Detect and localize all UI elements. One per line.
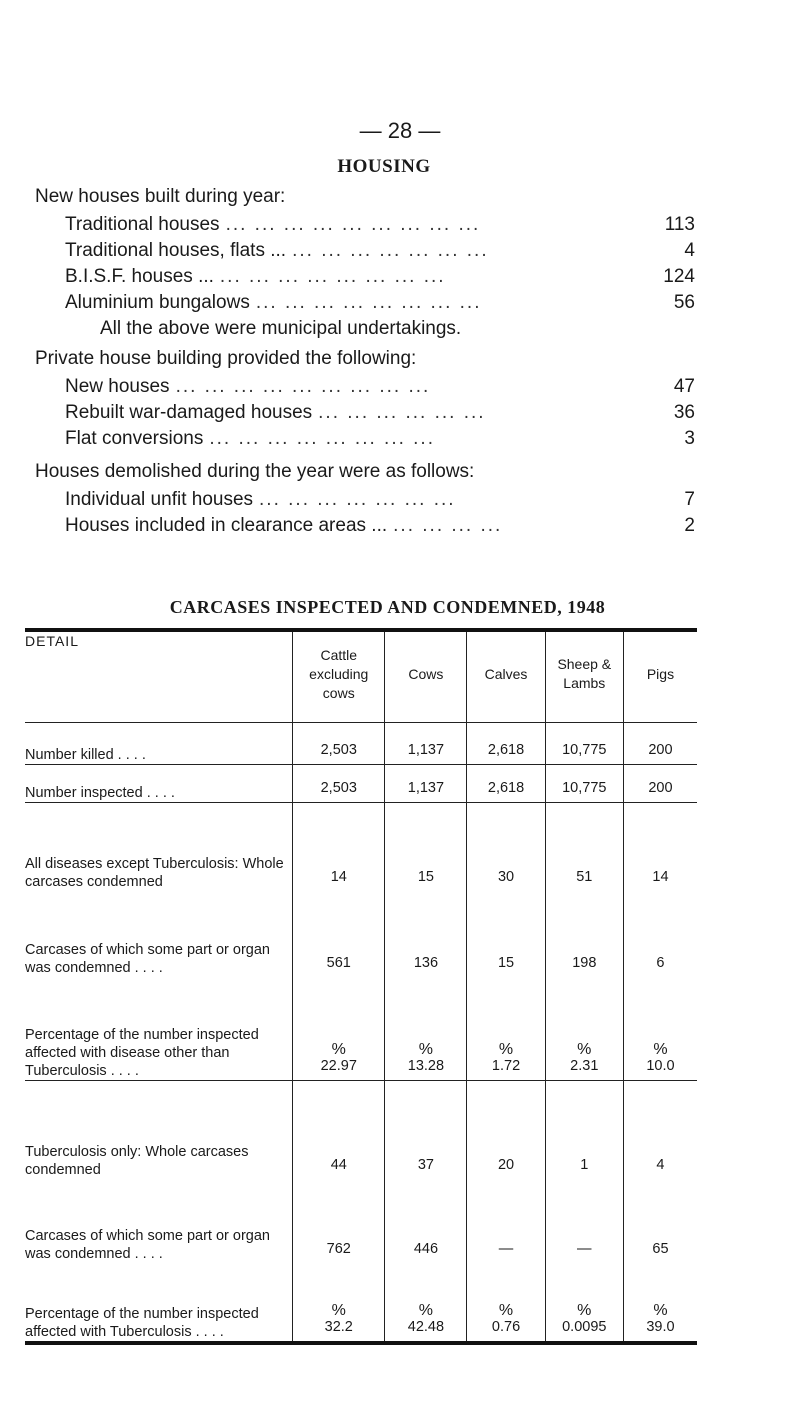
row-label	[25, 977, 293, 1081]
column-header: Pigs	[623, 630, 697, 723]
item-value: 113	[664, 214, 695, 235]
table-cell: 30	[467, 803, 545, 891]
table-cell: 200	[623, 765, 697, 803]
cell-value: 13.28	[407, 1058, 445, 1074]
list-item	[35, 400, 695, 426]
list-item	[35, 212, 695, 238]
table-row	[25, 1179, 697, 1263]
item-label: Individual unfit houses	[65, 489, 254, 510]
column-header: Sheep & Lambs	[545, 630, 623, 723]
item-value: 124	[663, 266, 695, 287]
leader-dots: ... ... ... ... ... ... ...	[259, 489, 456, 510]
percent-sign: %	[577, 1301, 592, 1319]
table-cell	[623, 1263, 697, 1343]
row-label-text: Percentage of the number inspected affected with Tuberculosis . . . .	[25, 1305, 259, 1340]
table-cell: 65	[623, 1179, 697, 1263]
leader-dots: ... ... ... ... ... ... ... ...	[209, 428, 435, 449]
table-cell: 2,618	[467, 765, 545, 803]
table-cell	[293, 1263, 385, 1343]
table-cell	[385, 977, 467, 1081]
table-cell	[467, 1263, 545, 1343]
table-cell: 15	[467, 891, 545, 977]
item-value: 36	[673, 402, 695, 423]
carcases-title: CARCASES INSPECTED AND CONDEMNED, 1948	[169, 597, 606, 617]
table-cell: 20	[467, 1081, 545, 1179]
carcases-table	[25, 628, 697, 1345]
row-label-text: Tuberculosis only: Whole carcases condemned	[25, 1143, 249, 1178]
list-item	[35, 374, 695, 400]
table-cell: 446	[385, 1179, 467, 1263]
leader-dots: ... ... ... ... ... ... ... ... ...	[225, 214, 481, 235]
item-label: Rebuilt war-damaged houses	[65, 402, 313, 423]
table-cell: —	[545, 1179, 623, 1263]
item-label: Traditional houses	[65, 214, 220, 235]
demolished-heading: Houses demolished during the year were as follows:	[35, 461, 475, 482]
row-label	[25, 1263, 293, 1343]
item-label: Traditional houses, flats ...	[65, 240, 287, 261]
cell-value: 42.48	[407, 1318, 445, 1335]
table-cell: 44	[293, 1081, 385, 1179]
table-cell: 10,775	[545, 723, 623, 765]
row-label-text: Percentage of the number inspected affected with disease other than Tuberculosis . . . .	[25, 1027, 259, 1079]
percent-sign: %	[498, 1041, 514, 1058]
leader-dots: ... ... ... ... ... ... ...	[292, 240, 489, 261]
list-item	[35, 238, 695, 264]
list-item	[35, 426, 695, 452]
table-row	[25, 891, 697, 977]
cell-value: 1.72	[491, 1058, 521, 1074]
table-cell: 136	[385, 891, 467, 977]
leader-dots: ... ... ... ... ... ...	[318, 402, 486, 423]
table-cell	[545, 977, 623, 1081]
leader-dots: ... ... ... ...	[393, 515, 503, 536]
table-row	[25, 803, 697, 891]
table-cell: 14	[623, 803, 697, 891]
item-label: Houses included in clearance areas ...	[65, 515, 388, 536]
row-label-text: Number killed . . . .	[25, 747, 146, 763]
table-cell	[385, 1263, 467, 1343]
item-value: 47	[673, 376, 695, 397]
row-label	[25, 723, 293, 765]
table-cell: 1,137	[385, 723, 467, 765]
table-cell: 15	[385, 803, 467, 891]
table-cell: 561	[293, 891, 385, 977]
table-cell	[467, 977, 545, 1081]
cell-value: 22.97	[320, 1058, 357, 1074]
table-cell: 762	[293, 1179, 385, 1263]
private-section	[35, 344, 695, 452]
table-cell: 37	[385, 1081, 467, 1179]
list-item	[35, 513, 695, 539]
table-cell: 6	[623, 891, 697, 977]
cell-value: 32.2	[324, 1318, 353, 1335]
column-header: Cows	[385, 630, 467, 723]
table-header-row	[25, 630, 697, 723]
leader-dots: ... ... ... ... ... ... ... ... ...	[175, 376, 431, 397]
cell-value: 10.0	[646, 1058, 675, 1074]
table-row	[25, 765, 697, 803]
table-cell	[623, 977, 697, 1081]
percent-sign: %	[653, 1041, 668, 1058]
item-label: New houses	[65, 376, 170, 397]
percent-sign: %	[653, 1301, 668, 1319]
percent-sign: %	[418, 1041, 434, 1058]
row-label-text: Carcases of which some part or organ was condemned . . . .	[25, 1227, 270, 1262]
row-label	[25, 803, 293, 891]
list-item	[35, 487, 695, 513]
row-label	[25, 1179, 293, 1263]
list-item	[35, 264, 695, 290]
table-row	[25, 1081, 697, 1179]
row-label-text: All diseases except Tuberculosis: Whole carcases condemned	[25, 855, 284, 890]
row-label-text: Number inspected . . . .	[25, 785, 175, 801]
municipal-note: All the above were municipal undertakings.	[100, 318, 462, 339]
table-cell: —	[467, 1179, 545, 1263]
new-houses-section	[35, 182, 695, 342]
demolished-section	[35, 457, 695, 539]
item-value: 3	[684, 428, 695, 449]
item-value: 2	[684, 515, 695, 536]
table-cell	[545, 1263, 623, 1343]
table-cell: 1,137	[385, 765, 467, 803]
item-label: Flat conversions	[65, 428, 204, 449]
item-label: Aluminium bungalows	[65, 292, 250, 313]
item-value: 4	[684, 240, 695, 261]
list-item	[35, 290, 695, 316]
cell-value: 2.31	[570, 1058, 599, 1074]
table-cell: 2,618	[467, 723, 545, 765]
housing-title: HOUSING	[337, 156, 431, 177]
table-cell: 2,503	[293, 723, 385, 765]
cell-value: 39.0	[646, 1318, 675, 1335]
table-row	[25, 1263, 697, 1343]
private-heading: Private house building provided the following:	[35, 348, 417, 369]
new-houses-heading: New houses built during year:	[35, 186, 286, 207]
percent-sign: %	[331, 1041, 346, 1058]
table-cell: 51	[545, 803, 623, 891]
cell-value: 0.0095	[562, 1318, 607, 1335]
table-cell: 14	[293, 803, 385, 891]
row-label	[25, 765, 293, 803]
table-row	[25, 977, 697, 1081]
table-cell: 10,775	[545, 765, 623, 803]
column-header: Cattle excluding cows	[293, 630, 385, 723]
table-cell: 4	[623, 1081, 697, 1179]
percent-sign: %	[418, 1301, 434, 1319]
table-cell: 198	[545, 891, 623, 977]
table-cell: 200	[623, 723, 697, 765]
item-value: 7	[684, 489, 695, 510]
table-row	[25, 723, 697, 765]
column-header: DETAIL	[25, 630, 293, 723]
percent-sign: %	[498, 1301, 514, 1319]
table-cell: 2,503	[293, 765, 385, 803]
column-header: Calves	[467, 630, 545, 723]
leader-dots: ... ... ... ... ... ... ... ...	[219, 266, 446, 287]
row-label-text: Carcases of which some part or organ was condemned . . . .	[25, 941, 270, 976]
cell-value: 0.76	[491, 1318, 521, 1335]
percent-sign: %	[331, 1301, 346, 1319]
page-number: — 28 —	[359, 118, 441, 143]
row-label	[25, 891, 293, 977]
item-label: B.I.S.F. houses ...	[65, 266, 214, 287]
row-label	[25, 1081, 293, 1179]
table-cell: 1	[545, 1081, 623, 1179]
percent-sign: %	[577, 1041, 592, 1058]
table-cell	[293, 977, 385, 1081]
leader-dots: ... ... ... ... ... ... ... ...	[255, 292, 482, 313]
item-value: 56	[673, 292, 695, 313]
